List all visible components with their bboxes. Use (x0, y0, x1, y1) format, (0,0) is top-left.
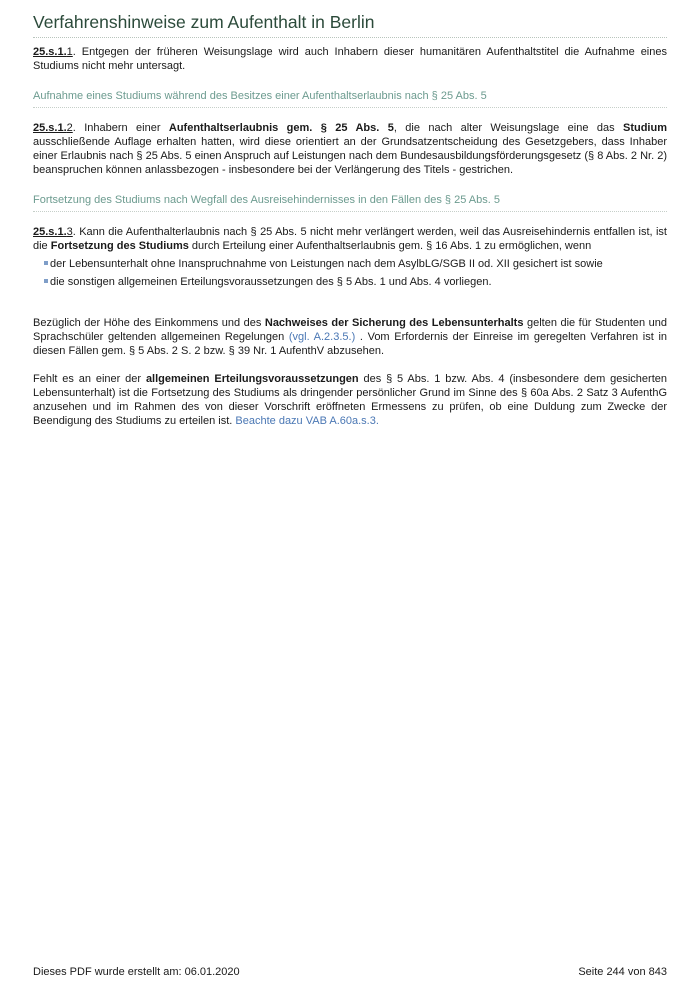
paragraph-text: , die nach alter Weisungslage eine das (393, 122, 623, 134)
paragraph-number: 25.s.1. (33, 226, 67, 238)
bold-term: allgemeinen Erteilungsvoraussetzungen (145, 373, 359, 385)
paragraph-number: 25.s.1. (33, 122, 67, 134)
reference-link[interactable]: (vgl. A.2.3.5.) (288, 331, 356, 343)
bullet-square-icon (44, 279, 48, 283)
page-footer (33, 966, 667, 978)
paragraph-text: des § 5 Abs. 1 bzw. Abs. 4 (insbesondere dem gesicherten Lebensunterhalt) ist die Fortsetzung des Studiums als dringender persönlicher Grund im Sinne des § 60a Abs. 2 Satz 3 AufenthG anzusehen und im Rahmen des von dieser Vorschrift eröffneten Ermessens zu prüfen, ob eine Duldung zum Zwecke der Beendigung des Studiums zu erteilen ist. (33, 373, 668, 427)
paragraph-text: ausschließende Auflage erhalten hatten, wird diese orientiert an der Grundsatzentscheidung des Gesetzgebers, dass Inhaber einer Erlaubnis nach § 25 Abs. 5 einen Anspruch auf Leistungen nach dem Bundesausbildungsförderungsgesetz (§ 8 Abs. 2 Nr. 2) beanspruchen können anlassbezogen - insbesondere bei der Verlängerung des Titels - gestrichen. (33, 136, 667, 176)
page-title: Verfahrenshinweise zum Aufenthalt in Berlin (33, 12, 667, 38)
list-item (44, 275, 667, 289)
condition-list (33, 257, 667, 289)
paragraph-text: . Entgegen der früheren Weisungslage wird auch Inhabern dieser humanitären Aufenthaltstitel die Aufnahme eines Studiums nicht mehr untersagt. (33, 46, 667, 72)
paragraph-text: . Inhabern einer (72, 122, 169, 134)
paragraph-erteilungsvoraussetzungen (33, 372, 667, 428)
list-item-text: die sonstigen allgemeinen Erteilungsvoraussetzungen des § 5 Abs. 1 und Abs. 4 vorliegen. (50, 276, 492, 288)
paragraph-25-s-1-3 (33, 225, 667, 253)
bold-term: Nachweises der Sicherung des Lebensunterhalts (264, 317, 524, 329)
paragraph-text: . Vom Erfordernis der Einreise im geregelten Verfahren ist in diesen Fällen gem. § 5 Abs. 2 S. 2 bzw. § 39 Nr. 1 AufenthV abzusehen. (33, 331, 668, 357)
section-heading-fortsetzung-studium: Fortsetzung des Studiums nach Wegfall des Ausreisehindernisses in den Fällen des § 25 Abs. 5 (33, 194, 667, 212)
paragraph-number-suffix: 1 (66, 46, 73, 58)
paragraph-25-s-1-2 (33, 121, 667, 177)
document-page (33, 0, 667, 428)
paragraph-25-s-1-1 (33, 45, 667, 73)
paragraph-number-suffix: 3 (66, 226, 73, 238)
paragraph-lebensunterhalt (33, 316, 667, 358)
paragraph-text: Fehlt es an einer der (33, 373, 146, 385)
list-item (44, 257, 667, 271)
paragraph-number-suffix: 2 (66, 122, 73, 134)
paragraph-text: durch Erteilung einer Aufenthaltserlaubnis gem. § 16 Abs. 1 zu ermöglichen, wenn (188, 240, 592, 252)
reference-link[interactable]: Beachte dazu VAB A.60a.s.3. (235, 415, 379, 427)
footer-created-date: Dieses PDF wurde erstellt am: 06.01.2020 (33, 966, 240, 978)
list-item-text: der Lebensunterhalt ohne Inanspruchnahme von Leistungen nach dem AsylbLG/SGB II od. XII gesichert ist sowie (50, 258, 603, 270)
paragraph-text: Bezüglich der Höhe des Einkommens und des (33, 317, 265, 329)
bold-term: Studium (622, 122, 667, 134)
paragraph-text: . Kann die Aufenthalterlaubnis nach § 25 Abs. 5 nicht mehr verlängert werden, weil das Ausreisehindernis entfallen ist, ist die (33, 226, 667, 252)
paragraph-number: 25.s.1. (33, 46, 67, 58)
bold-term: Fortsetzung des Studiums (50, 240, 189, 252)
section-heading-aufnahme-studium: Aufnahme eines Studiums während des Besitzes einer Aufenthaltserlaubnis nach § 25 Abs. 5 (33, 90, 667, 108)
footer-page-number: Seite 244 von 843 (578, 966, 667, 978)
bold-term: Aufenthaltserlaubnis gem. § 25 Abs. 5 (168, 122, 394, 134)
bullet-square-icon (44, 261, 48, 265)
paragraph-text: gelten die für Studenten und Sprachschüler geltenden allgemeinen Regelungen (33, 317, 668, 343)
